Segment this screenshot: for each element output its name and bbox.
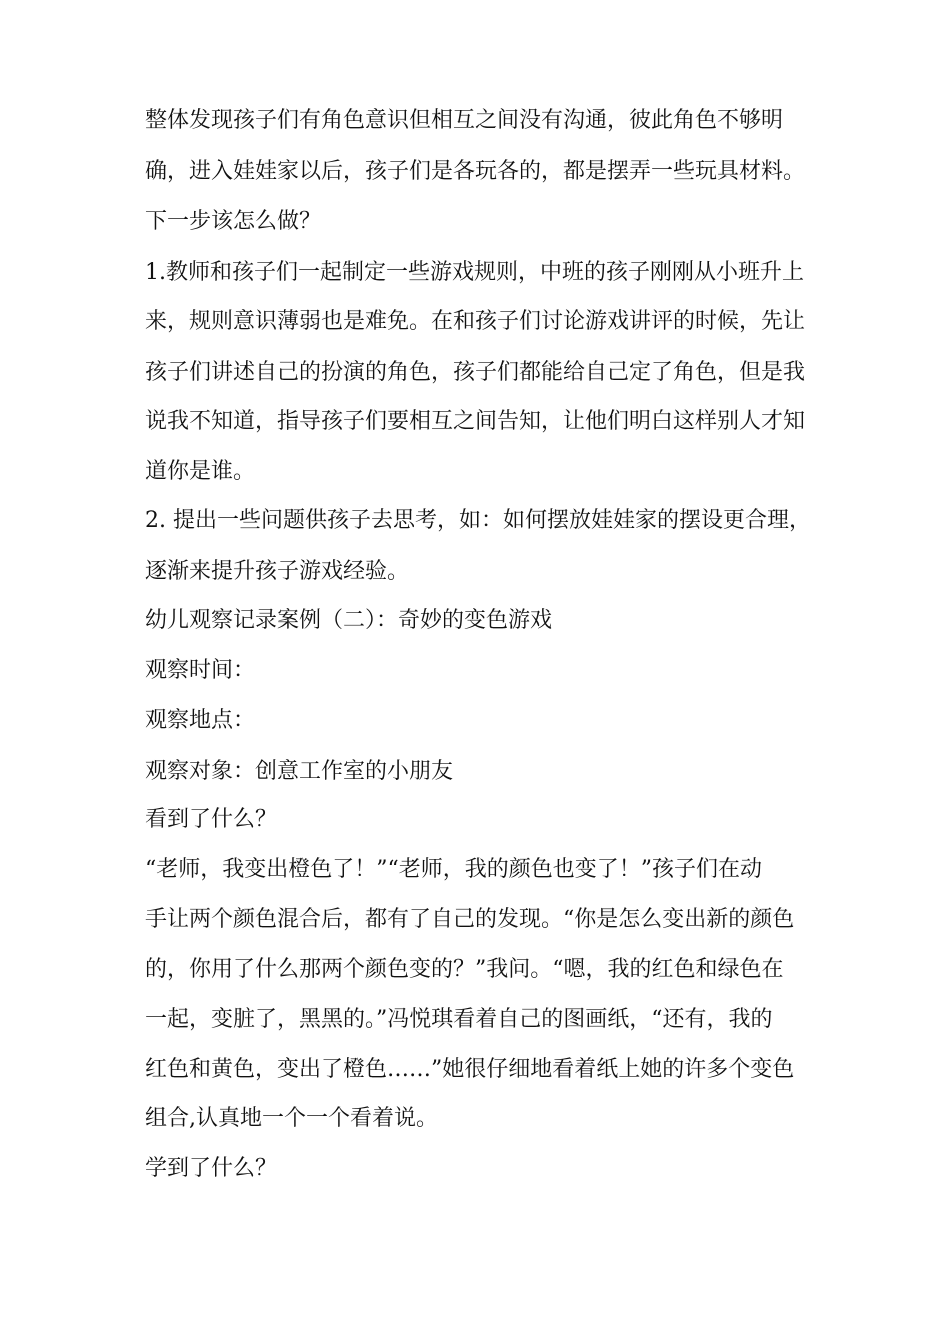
text-line: 红色和黄色，变出了橙色……”她很仔细地看着纸上她的许多个变色 [145,1057,795,1082]
text-line: 2. 提出一些问题供孩子去思考，如：如何摆放娃娃家的摆设更合理， [145,508,811,533]
text-line: 的，你用了什么那两个颜色变的？”我问。“嗯，我的红色和绿色在 [145,957,784,982]
text-line: 手让两个颜色混合后，都有了自己的发现。“你是怎么变出新的颜色 [145,907,795,932]
text-line: 逐渐来提升孩子游戏经验。 [145,559,410,584]
text-line: 组合,认真地一个一个看着说。 [145,1106,438,1131]
text-line: 说我不知道，指导孩子们要相互之间告知，让他们明白这样别人才知 [145,409,806,434]
text-line: 整体发现孩子们有角色意识但相互之间没有沟通，彼此角色不够明 [145,108,784,133]
text-line: 看到了什么？ [145,807,278,832]
text-line: 1.教师和孩子们一起制定一些游戏规则，中班的孩子刚刚从小班升上 [145,260,804,285]
text-line: 下一步该怎么做？ [145,209,322,234]
text-line: 一起，变脏了，黑黑的。”冯悦琪看着自己的图画纸，“还有，我的 [145,1007,773,1032]
text-line: 观察对象：创意工作室的小朋友 [145,759,454,784]
section-heading: 幼儿观察记录案例（二）：奇妙的变色游戏 [145,608,553,633]
text-line: 观察时间： [145,658,256,683]
text-line: 确，进入娃娃家以后，孩子们是各玩各的，都是摆弄一些玩具材料。 [145,159,806,184]
text-line: “老师，我变出橙色了！”“老师，我的颜色也变了！”孩子们在动 [145,857,762,882]
text-line: 观察地点： [145,708,256,733]
text-line: 来，规则意识薄弱也是难免。在和孩子们讨论游戏讲评的时候，先让 [145,309,806,334]
text-line: 道你是谁。 [145,459,256,484]
text-line: 孩子们讲述自己的扮演的角色，孩子们都能给自己定了角色，但是我 [145,360,806,385]
text-line: 学到了什么？ [145,1156,278,1181]
